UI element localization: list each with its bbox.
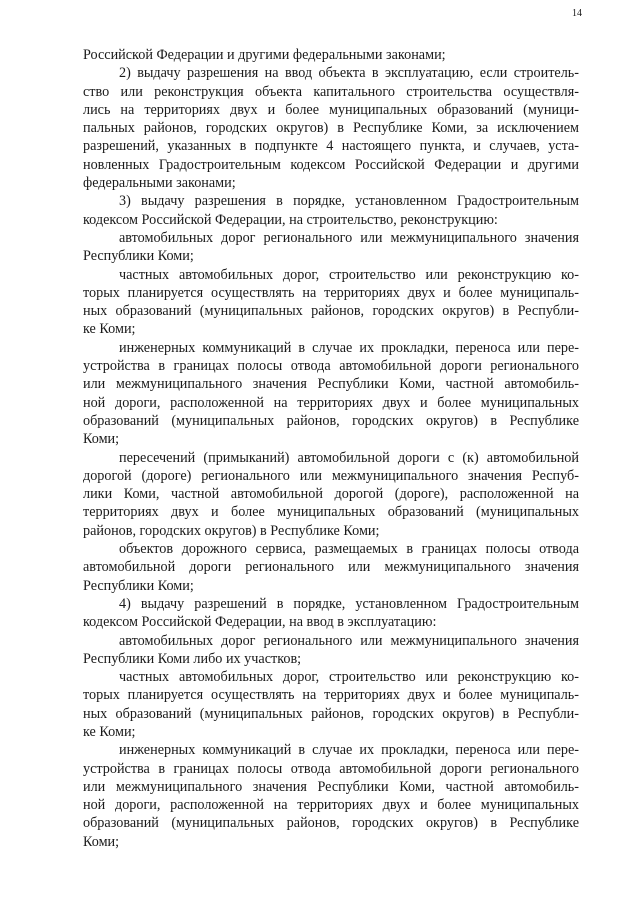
paragraph [83, 449, 579, 540]
text-line: ство или реконструкция объекта капитального строительства осуществля- [83, 83, 579, 100]
text-line: ных образований (муниципальных районов, городских округов) в Республи- [83, 705, 579, 722]
paragraph [83, 632, 579, 669]
paragraph [83, 339, 579, 449]
text-line: ке Коми; [83, 723, 136, 740]
page-number: 14 [572, 8, 582, 19]
text-line: автомобильной дороги регионального или межмуниципального значения [83, 559, 579, 576]
text-line: объектов дорожного сервиса, размещаемых в границах полосы отвода [119, 541, 579, 558]
text-line: 3) выдачу разрешения в порядке, установленном Градостроительным [119, 193, 579, 210]
paragraph [83, 741, 579, 851]
text-line: ной дороги, расположенной на территориях двух и более муниципальных [83, 797, 579, 814]
text-line: автомобильных дорог регионального или межмуниципального значения [119, 229, 579, 246]
text-line: устройства в границах полосы отвода автомобильной дороги регионального [83, 358, 579, 375]
paragraph [83, 46, 579, 64]
text-line: устройства в границах полосы отвода автомобильной дороги регионального [83, 760, 579, 777]
paragraph [83, 229, 579, 266]
text-line: инженерных коммуникаций в случае их прокладки, переноса или пере- [119, 742, 579, 759]
text-line: ной дороги, расположенной на территориях двух и более муниципальных [83, 394, 579, 411]
paragraph [83, 64, 579, 192]
text-line: кодексом Российской Федерации, на строительство, реконструкцию: [83, 211, 498, 228]
text-line: Коми; [83, 833, 120, 850]
text-line: пальных районов, городских округов) в Республике Коми, за исключением [83, 120, 579, 137]
text-line: торых планируется осуществлять на территориях двух и более муниципаль- [83, 284, 579, 301]
text-line: торых планируется осуществлять на территориях двух и более муниципаль- [83, 687, 579, 704]
text-line: образований (муниципальных районов, городских округов) в Республике [83, 412, 579, 429]
text-line: территориях двух и более муниципальных образований (муниципальных [83, 504, 579, 521]
text-line: ке Коми; [83, 321, 136, 338]
text-line: 2) выдачу разрешения на ввод объекта в эксплуатацию, если строитель- [119, 65, 579, 82]
text-line: лики Коми, частной автомобильной дорогой (дороге), расположенной на [83, 486, 579, 503]
paragraph [83, 192, 579, 229]
text-line: Российской Федерации и другими федеральными законами; [83, 47, 446, 63]
text-line: 4) выдачу разрешений в порядке, установленном Градостроительным [119, 595, 579, 612]
text-line: разрешений, указанных в подпункте 4 настоящего пункта, и случаев, уста- [83, 138, 579, 155]
text-line: лись на территориях двух и более муниципальных образований (муници- [83, 101, 579, 118]
text-line: или межмуниципального значения Республики Коми, частной автомобиль- [83, 778, 579, 795]
text-line: кодексом Российской Федерации, на ввод в эксплуатацию: [83, 614, 437, 631]
text-line: Республики Коми; [83, 577, 194, 594]
paragraph [83, 595, 579, 632]
text-line: образований (муниципальных районов, городских округов) в Республике [83, 815, 579, 832]
text-line: новленных Градостроительным кодексом Российской Федерации и другими [83, 156, 579, 173]
paragraph [83, 668, 579, 741]
paragraph [83, 540, 579, 595]
text-line: Республики Коми либо их участков; [83, 650, 302, 667]
text-line: или межмуниципального значения Республики Коми, частной автомобиль- [83, 376, 579, 393]
document-body [83, 46, 579, 851]
text-line: частных автомобильных дорог, строительство или реконструкцию ко- [119, 669, 579, 686]
text-line: ных образований (муниципальных районов, городских округов) в Республи- [83, 303, 579, 320]
text-line: районов, городских округов) в Республике Коми; [83, 522, 380, 539]
text-line: инженерных коммуникаций в случае их прокладки, переноса или пере- [119, 339, 579, 356]
text-line: автомобильных дорог регионального или межмуниципального значения [119, 632, 579, 649]
text-line: пересечений (примыканий) автомобильной дороги с (к) автомобильной [119, 449, 579, 466]
text-line: Коми; [83, 431, 120, 448]
text-line: дорогой (дороге) регионального или межмуниципального значения Респуб- [83, 467, 579, 484]
text-line: федеральными законами; [83, 175, 236, 192]
text-line: частных автомобильных дорог, строительство или реконструкцию ко- [119, 266, 579, 283]
paragraph [83, 266, 579, 339]
text-line: Республики Коми; [83, 248, 194, 265]
